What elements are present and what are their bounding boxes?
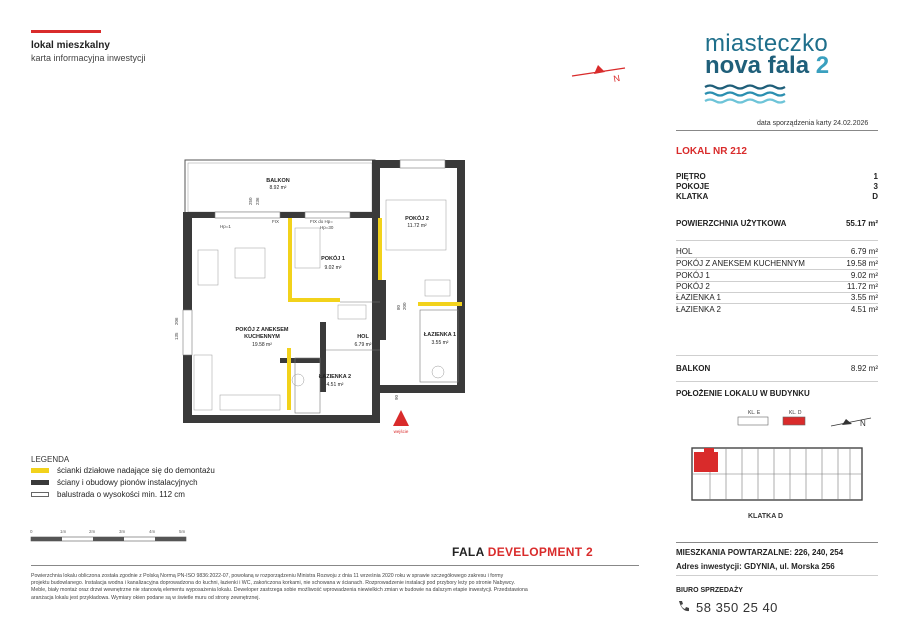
- plan-label-pokoj1: POKÓJ 1: [321, 256, 345, 262]
- plan-label-aneks-area: 19.58 m²: [252, 342, 272, 348]
- mini-klatka-label: KLATKA D: [748, 513, 783, 520]
- sales-phone[interactable]: 58 350 25 40: [696, 600, 778, 615]
- floor-plan: [174, 140, 480, 440]
- legend-title: LEGENDA: [31, 455, 70, 464]
- room-row: HOL 6.79 m²: [676, 247, 878, 256]
- plan-dim-80: 80: [396, 304, 401, 310]
- plan-label-hol: HOL: [357, 334, 369, 340]
- logo-name: nova fala: [705, 52, 810, 79]
- divider: [676, 269, 878, 270]
- plan-dim-90: 90: [394, 394, 399, 400]
- legend-item-balustrade: balustrada o wysokości min. 112 cm: [31, 490, 185, 499]
- plan-label-pokoj2-area: 11.72 m²: [407, 223, 427, 229]
- plan-dim-135: 135: [174, 332, 179, 340]
- mini-kl-e-label: KL. E: [748, 410, 761, 416]
- plan-dim-236: 236: [255, 197, 260, 205]
- divider: [31, 565, 639, 566]
- room-row: POKÓJ 2 11.72 m²: [676, 282, 878, 291]
- plan-label-pokoj2: POKÓJ 2: [405, 216, 429, 222]
- plan-label-laz1: ŁAZIENKA 1: [423, 332, 457, 338]
- plan-hp-a: Hp=1: [220, 224, 231, 229]
- plan-label-aneks2: KUCHENNYM: [244, 334, 280, 340]
- legend-swatch-dark: [31, 480, 49, 485]
- lokal-title: LOKAL NR 212: [676, 146, 747, 157]
- room-row: POKÓJ 1 9.02 m²: [676, 271, 878, 280]
- legend-swatch-outline: [31, 492, 49, 497]
- plan-label-balkon: BALKON: [266, 178, 290, 184]
- scale-label: 5m: [179, 529, 186, 534]
- legend-swatch-yellow: [31, 468, 49, 473]
- divider: [676, 130, 878, 131]
- divider: [676, 355, 878, 356]
- plan-label-pokoj1-area: 9.02 m²: [324, 265, 342, 271]
- room-row: ŁAZIENKA 2 4.51 m²: [676, 305, 878, 314]
- scale-bar: [30, 528, 195, 544]
- plan-dim-206: 206: [174, 317, 179, 325]
- info-row-usable-area: POWIERZCHNIA UŻYTKOWA 55.17 m²: [676, 219, 878, 228]
- legend-item-removable-wall: ścianki działowe nadające się do demontażu: [31, 466, 215, 475]
- plan-dim-200: 200: [402, 302, 407, 310]
- plan-hp-b: Hp=30: [320, 225, 334, 230]
- plan-dim-250: 250: [248, 197, 253, 205]
- phone-icon: [676, 600, 690, 614]
- info-row-staircase: KLATKA D: [676, 192, 878, 201]
- position-title: POŁOŻENIE LOKALU W BUDYNKU: [676, 389, 810, 398]
- plan-label-laz2-area: 4.51 m²: [326, 382, 344, 388]
- plan-label-laz2: ŁAZIENKA 2: [318, 374, 352, 380]
- divider: [676, 303, 878, 304]
- scale-label: 4m: [149, 529, 156, 534]
- mini-kl-d-label: KL. D: [789, 410, 802, 416]
- plan-entrance-label: wejście: [393, 429, 409, 434]
- date-label: data sporządzenia karty 24.02.2026: [757, 120, 869, 127]
- logo-number: 2: [815, 52, 830, 79]
- logo-line2: [705, 52, 829, 80]
- investment-address: Adres inwestycji: GDYNIA, ul. Morska 256: [676, 562, 835, 571]
- north-arrow-icon: [570, 58, 630, 84]
- legend-item-wall: ściany i obudowy pionów instalacyjnych: [31, 478, 198, 487]
- footer-disclaimer: Powierzchnia lokalu obliczona została zgodnie z Polską Normą PN-ISO 9836:2022-07, powołaną w rozporządzeniu Ministra Rozwoju z dnia 11 września 2020 roku w sprawie szczegółowego zakresu i formy projektu budowlanego. Instalacja wodna i kanalizacyjna doprowadzona do kuchni, łazienki i WC, zakończona korkami, nie schowana w ścianach. Rozprowadzenie instalacji pod przybory leży po stronie Nabywcy. Meble, biały montaż oraz drzwi wewnętrzne nie stanowią elementu wyposażenia lokalu. Deweloper zastrzega sobie możliwość wprowadzenia niewielkich zmian w budowie na dalszym etapie inwestycji. Przedstawiona aranżacja lokalu jest przykładowa. Wymiary okien podane są w świetle muru od strony zewnętrznej.: [31, 573, 528, 601]
- plan-fix2-label: FIX do Hp=: [310, 219, 333, 224]
- repeat-apartments: MIESZKANIA POWTARZALNE: 226, 240, 254: [676, 548, 844, 557]
- entrance-arrow-icon: [393, 410, 409, 426]
- page-title: lokal mieszkalny: [31, 40, 110, 51]
- divider: [676, 575, 878, 576]
- plan-label-balkon-area: 8.92 m²: [269, 185, 287, 191]
- scale-label: 3m: [119, 529, 126, 534]
- room-row: ŁAZIENKA 1 3.55 m²: [676, 293, 878, 302]
- logo-line1: miasteczko: [705, 30, 829, 57]
- divider: [676, 381, 878, 382]
- logo-waves-icon: [705, 84, 785, 104]
- developer-logo: FALA DEVELOPMENT 2: [452, 545, 593, 559]
- room-row: POKÓJ Z ANEKSEM KUCHENNYM 19.58 m²: [676, 259, 878, 268]
- divider: [676, 257, 878, 258]
- building-position-plan: [676, 404, 878, 528]
- scale-label: 2m: [89, 529, 96, 534]
- info-row-floor: PIĘTRO 1: [676, 172, 878, 181]
- plan-fix-label: FIX: [272, 219, 280, 224]
- plan-label-laz1-area: 3.55 m²: [431, 340, 449, 346]
- page-subtitle: karta informacyjna inwestycji: [31, 53, 146, 63]
- north-label: N: [612, 72, 621, 84]
- scale-label: 1m: [60, 529, 67, 534]
- sales-office-label: BIURO SPRZEDAŻY: [676, 587, 743, 594]
- header-accent-line: [31, 30, 101, 33]
- balcony-row: BALKON 8.92 m²: [676, 364, 878, 373]
- info-row-rooms: POKOJE 3: [676, 182, 878, 191]
- mini-north-label: N: [860, 419, 866, 428]
- divider: [676, 240, 878, 241]
- divider: [676, 542, 878, 543]
- plan-label-hol-area: 6.79 m²: [354, 342, 372, 348]
- scale-label: 0: [30, 529, 33, 534]
- plan-label-aneks: POKÓJ Z ANEKSEM: [235, 327, 289, 333]
